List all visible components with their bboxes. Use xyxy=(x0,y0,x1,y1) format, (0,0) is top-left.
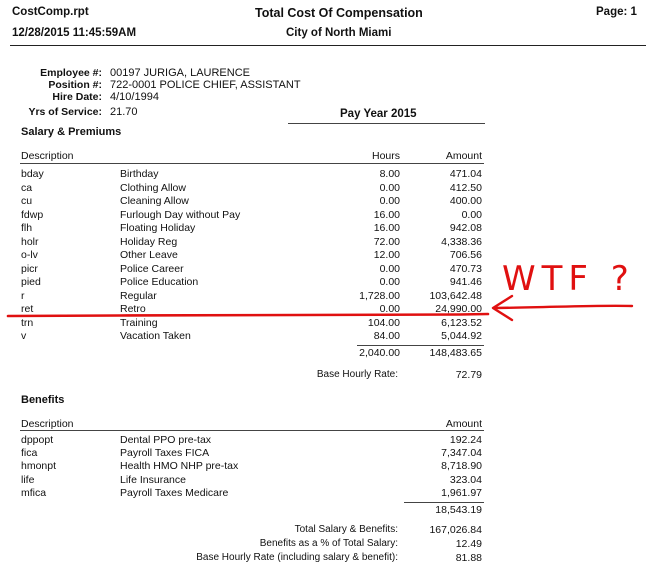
report-datetime: 12/28/2015 11:45:59AM xyxy=(12,27,137,39)
salary-col-description: Description xyxy=(21,150,74,162)
salary-row-hours: 72.00 xyxy=(373,235,400,248)
total-comp-label: Total Salary & Benefits: xyxy=(294,524,398,535)
benefit-row-description: Payroll Taxes FICA xyxy=(120,447,210,460)
salary-row-code: ca xyxy=(21,181,33,194)
salary-row-amount: 4,338.36 xyxy=(441,235,482,248)
salary-row-hours: 104.00 xyxy=(367,316,400,329)
benefit-row-code: dppopt xyxy=(21,434,54,446)
salary-row-description: Floating Holiday xyxy=(120,222,196,234)
salary-row-hours: 1,728.00 xyxy=(359,289,400,302)
benefit-row-code: fica xyxy=(21,447,38,460)
salary-row-code: cu xyxy=(21,195,33,207)
annotation-underline xyxy=(8,314,488,316)
salary-row-amount: 942.08 xyxy=(449,222,482,234)
annotation-arrow-icon xyxy=(493,296,632,320)
service-label: Yrs of Service: xyxy=(28,106,102,118)
salary-row-code: flh xyxy=(21,222,33,234)
salary-row-amount: 103,642.48 xyxy=(429,289,482,302)
service-value: 21.70 xyxy=(110,106,138,118)
pay-year: Pay Year 2015 xyxy=(340,108,417,120)
employee-label: Employee #: xyxy=(40,67,102,79)
salary-row-hours: 16.00 xyxy=(373,222,400,234)
benefit-row-amount: 7,347.04 xyxy=(441,447,482,460)
salary-row-hours: 8.00 xyxy=(379,168,400,180)
base-rate-value: 72.79 xyxy=(455,369,482,381)
benefits-section-title: Benefits xyxy=(21,394,65,406)
salary-row-description: Training xyxy=(120,316,158,329)
salary-row-hours: 0.00 xyxy=(379,262,400,275)
benefits-col-amount: Amount xyxy=(445,418,482,430)
salary-row-hours: 12.00 xyxy=(373,249,400,261)
salary-col-hours: Hours xyxy=(371,150,400,162)
organization-name: City of North Miami xyxy=(286,27,392,39)
salary-row-description: Clothing Allow xyxy=(120,181,186,194)
hire-date-label: Hire Date: xyxy=(52,91,102,103)
benefit-row-description: Payroll Taxes Medicare xyxy=(120,486,229,499)
salary-row-description: Birthday xyxy=(120,168,159,180)
salary-row-code: ret xyxy=(21,303,34,315)
benefit-row-amount: 1,961.97 xyxy=(441,486,482,499)
salary-row-description: Regular xyxy=(120,289,157,302)
salary-section-title: Salary & Premiums xyxy=(21,126,122,138)
salary-row-hours: 84.00 xyxy=(373,330,400,342)
report-filename: CostComp.rpt xyxy=(12,6,89,18)
report-title: Total Cost Of Compensation xyxy=(255,6,423,20)
position-label: Position #: xyxy=(48,79,102,91)
salary-row-code: pied xyxy=(21,276,41,288)
position-value: 722-0001 POLICE CHIEF, ASSISTANT xyxy=(110,79,301,91)
salary-row-amount: 471.04 xyxy=(449,168,482,180)
salary-col-amount: Amount xyxy=(445,150,482,162)
salary-row-description: Furlough Day without Pay xyxy=(120,208,241,221)
benefits-pct-value: 12.49 xyxy=(455,538,482,550)
base-rate-label: Base Hourly Rate: xyxy=(316,369,398,380)
salary-row-code: o-lv xyxy=(21,249,38,261)
benefits-total-amount: 18,543.19 xyxy=(435,504,482,516)
salary-row-amount: 400.00 xyxy=(449,195,482,207)
salary-row-code: holr xyxy=(21,235,39,248)
page-number: Page: 1 xyxy=(596,6,637,18)
benefit-row-description: Life Insurance xyxy=(120,473,186,486)
salary-row-hours: 0.00 xyxy=(379,303,400,315)
salary-row-amount: 706.56 xyxy=(449,249,482,261)
salary-row-description: Retro xyxy=(120,303,146,315)
salary-total-amount: 148,483.65 xyxy=(429,347,482,359)
salary-row-amount: 5,044.92 xyxy=(441,330,482,342)
salary-row-description: Other Leave xyxy=(120,249,178,261)
salary-total-hours: 2,040.00 xyxy=(359,347,400,359)
hire-date-value: 4/10/1994 xyxy=(110,91,159,103)
salary-row-amount: 24,990.00 xyxy=(435,303,482,315)
benefit-row-description: Health HMO NHP pre-tax xyxy=(120,460,239,473)
salary-row-hours: 0.00 xyxy=(379,276,400,288)
base-rate-incl-label: Base Hourly Rate (including salary & benefit): xyxy=(196,552,398,563)
benefits-col-description: Description xyxy=(21,418,74,430)
salary-row-description: Vacation Taken xyxy=(120,330,191,342)
benefit-row-amount: 8,718.90 xyxy=(441,460,482,473)
salary-row-code: r xyxy=(21,289,25,302)
annotation-text: WTF ? xyxy=(502,259,635,299)
benefit-row-amount: 323.04 xyxy=(449,473,482,486)
salary-row-code: v xyxy=(21,330,27,342)
employee-value: 00197 JURIGA, LAURENCE xyxy=(110,67,250,79)
salary-row-amount: 941.46 xyxy=(449,276,482,288)
benefit-row-amount: 192.24 xyxy=(449,434,482,446)
salary-row-code: bday xyxy=(21,168,44,180)
salary-row-amount: 0.00 xyxy=(461,208,482,221)
salary-row-amount: 6,123.52 xyxy=(441,316,482,329)
salary-row-amount: 470.73 xyxy=(449,262,482,275)
total-comp-value: 167,026.84 xyxy=(429,524,482,536)
salary-row-code: trn xyxy=(21,316,34,329)
salary-row-hours: 0.00 xyxy=(379,195,400,207)
salary-row-description: Police Career xyxy=(120,262,184,275)
salary-row-amount: 412.50 xyxy=(449,181,482,194)
salary-row-description: Police Education xyxy=(120,276,199,288)
benefit-row-code: mfica xyxy=(21,486,47,499)
benefit-row-description: Dental PPO pre-tax xyxy=(120,434,212,446)
salary-row-description: Cleaning Allow xyxy=(120,195,189,207)
salary-row-code: fdwp xyxy=(21,208,44,221)
salary-row-description: Holiday Reg xyxy=(120,235,178,248)
base-rate-incl-value: 81.88 xyxy=(455,552,482,564)
salary-row-hours: 0.00 xyxy=(379,181,400,194)
salary-row-hours: 16.00 xyxy=(373,208,400,221)
benefit-row-code: life xyxy=(21,473,35,486)
benefit-row-code: hmonpt xyxy=(21,460,57,473)
salary-row-code: picr xyxy=(21,262,38,275)
benefits-pct-label: Benefits as a % of Total Salary: xyxy=(259,538,398,549)
